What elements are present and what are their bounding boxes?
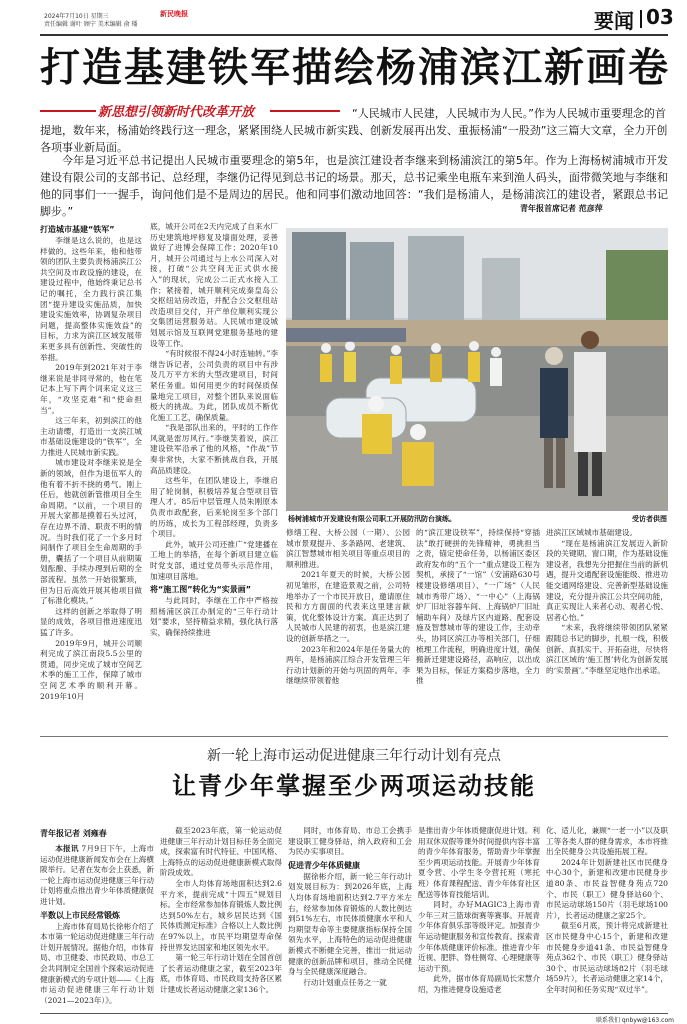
paragraph: 第一轮三年行动计划在全国首创了长者运动健康之家，截至2023年底，市体育局、市民政局支持各区累计建成长者运动健康之家136个。 (160, 953, 282, 994)
masthead-rule (40, 34, 668, 36)
lead-marker: 本报讯 (55, 844, 79, 853)
paragraph: 此外，据市体育局副局长宋慧介绍，为推进健身设施适老 (418, 974, 540, 994)
paragraph: 上海市体育局局长徐彬介绍了本市第一轮运动促进健康三年行动计划开展情况。据他介绍，市体育局、市卫健委、市民政局、市总工会共同制定全国首个探索运动促进健康新模式的专项计划——《上海市运动促进健康三年行动计划（2021—2023年）》。 (40, 921, 154, 1005)
article1-photo (286, 228, 668, 511)
footer-rule (40, 1013, 668, 1014)
paragraph: 的“滨江建设铁军”，持续保持“穿插法”敢打硬拼的先锋精神，勇挑担当之责，锚定使命任务，以杨浦区委区政府发布的“五个一”重点建设工程为契机，承接了“一馆”（安浦路630号楼建设修缮项目）、“一广场”（人民城市秀带广场）、“一中心”（上海锅炉厂旧址容器车间、上海锅炉厂旧址辅助车间）及绿片区内道路、配套设施及智慧城市等的建设工作，主动牵头，协同区滨江办等相关部门，仔细梳理工作流程，明确进度计划，确保搬新迁建建设路径，高响应，以出成果为目标，保证方案稳步落地，全力推 (416, 528, 540, 686)
paragraph: “现在是杨浦滨江发展迈入新阶段的关键期、窗口期，作为基础设施建设者，我想先分把握住当前的新机遇，提升交通配套设施能级、推进功能交通网络建设、完善新型基础设施建设，充分提升滨江公共空间功能，真正实现让人来者心动、观者心悦、居者心怡。” (546, 538, 668, 622)
article1-lead: “人民城市人民建，人民城市为人民。”作为人民城市重要理念的首提地，数年来，杨浦始终践行这一理念，紧紧围绕人民城市新实践、创新发展再出发、重振杨浦“一股劲”这三篇大文章，全力开创各项事业新局面。 (40, 107, 668, 154)
section-name: 要闻 (594, 9, 634, 33)
paragraph: 2021年夏天的时候，大桥公园初见雏形，在建造景观之前，公司特地举办了一个市民开放日，邀请原住民和方方面面的代表来这里建言献策，优化整体设计方案。真正达到了人民城市人民建的初衷，也是滨江建设的创新举措之一。 (286, 570, 410, 643)
newspaper-logo: 新民晚报 (160, 9, 188, 18)
footer-contact: 联系我们 qnbyw@163.com (596, 1017, 674, 1024)
paragraph: 修缮工程、大桥公园（一期）、公园城市景观提升、多条路网、老建筑、滨江智慧城市相关项目等重点项目的顺利推进。 (286, 528, 410, 569)
article2-kicker: 新一轮上海市运动促进健康三年行动计划有亮点 (207, 748, 501, 764)
photo-caption: 杨树浦城市开发建设有限公司职工开展防汛防台演练。 (288, 515, 456, 523)
paragraph: 化、适儿化，兼顾“一老一小”以及职工等各类人群的健身需求，本市将推出全民健身公共设施拓展工程。 (546, 826, 668, 857)
paragraph: 此外，城开公司还推广“党建播在工地上的举措，在每个新项目建立临时党支部，通过党员带头示范作用，加速项目落地。 (150, 539, 278, 581)
article2-col5 (546, 826, 668, 1012)
article1-byline: 青年报首席记者 范彦萍 (520, 204, 603, 213)
paragraph: 这三年来，初到滨江的他主动请缨，打造出一支滨江城市基础设施建设的“铁军”，全力推进人民城市新实践。 (40, 416, 142, 457)
paragraph: 2024年计划新建社区市民健身中心30个，新建和改建市民健身步道80条、市民益智健身苑点720个、市民（职工）健身驿站60个、市民运动球场150片（羽毛球场100片），长者运动健康之家25个。 (546, 857, 668, 920)
paragraph: “我是部队出来的，平时的工作作风就是雷厉风行。”李继笑着说，滨江建设铁军沿承了他的风格，“作战”节奏非常快，大家不断挑战自我，开展高品质建设。 (150, 423, 278, 475)
paragraph: 2019年到2021年对于李继来说是非同寻常的，他在笔记本上写下两个词来定义这三年，“攻坚克难”和“使命担当”。 (40, 363, 142, 415)
article1-headline: 打造基建铁军描绘杨浦滨江新画卷 (40, 45, 670, 91)
page-number: 03 (646, 5, 674, 29)
paragraph: 这些年，在团队建设上，李继启用了轮岗制，积极培养复合型项目管理人才。85后中层管理人员朱刚原本负责市政配套，后来轮岗至多个部门的历练，成长为工程部经理，负责多个项目。 (150, 476, 278, 539)
paragraph: 本报讯 7月9日下午，上海市运动促进健康新闻发布会在上海横陂举行。记者在发布会上获悉，新一轮上海市运动促进健康三年行动计划将重点推出青少年体质健康促进计划。 (40, 844, 154, 906)
masthead (0, 0, 687, 36)
article1-subhead-1: 打造城市基建“铁军” (40, 225, 115, 234)
paragraph: “有时候很不得24小时连轴转。”李继告诉记者，公司负责的项目中有涉及几万平方米的大型改建项目，时间紧任务重。如何用更少的时间保质保量地完工项目，对整个团队来说面临极大的挑战。为此，团队成员不断优化施工工艺，确保质量。 (150, 349, 278, 422)
paragraph: “未来，我将继续带领团队紧紧跟随总书记的脚步，扎根一线，积极创新、真抓实干、开拓奋进，尽快将滨江区域的‘施工图’转化为创新发展的‘实景画’。”李继坚定地作出承诺。 (546, 623, 668, 675)
article1-col1 (40, 222, 142, 730)
paragraph: 2019年9月，城开公司顺利完成了滨江南段5.5公里的贯通，同步完成了城市空间艺术季的施工工作，保障了城市空间艺术季的顺利开幕。2019年10月 (40, 638, 142, 701)
paragraph: 底，城开公司在2天内完成了自来水厂历史建筑地坪修复及墙面处理，妥善做好了进博会保障工作；2020年10月，城开公司通过与上水公司深入对接，打破“公共空间无正式供水接入”的现状，完成公二正式水接入工作；紧接着，城开顺利完成秦皇岛公交枢纽站房改造，并配合公交枢纽站改造项目交付，开产单位顺利实现公交集团运营服务站。人民城市建设城划展示馆及互联网党建服务基地的建设等工作。 (150, 222, 278, 348)
paragraph: 李继是这么说的，也是这样做的。这些年来，他和他带领的团队主要负责杨浦滨江公共空间及市政设施的建设，在建设过程中，他始终秉记总书记的嘱托，全力践行滨江集团“提升建设实施品质，加快建设实施效率，协调复杂项目问题，提高整体实施效益”的目标，力求为滨江区域发展带来更多具有创新性、突破性的举措。 (40, 236, 142, 362)
paragraph: 这样的创新之举取得了明显的成效，各项目推进速度迅猛了许多。 (40, 606, 142, 637)
article-separator (40, 736, 668, 737)
paragraph: 截至6月底，预计将完成新建社区市民健身中心15个，新建和改建市民健身步道41条、市民益智健身苑点362个、市民（职工）健身驿站30个、市民运动球场82片（羽毛球场59片），长者运动健康之家14个，全年时间和任务实现“双过半”。 (546, 921, 668, 994)
article2-col2 (160, 826, 282, 1012)
article1-col3 (286, 528, 410, 730)
article2-headline: 让青少年掌握至少两项运动技能 (172, 772, 536, 800)
editors-line: 责任编辑 谢叶 顾宁 美术编辑 俞 璠 (44, 21, 138, 28)
paragraph: 全市人均体育场地面积达到2.6平方米，提前完成“十四五”规划目标。全市经常参加体育锻炼人数比例达到50%左右，城乡居民达到《国民体质测定标准》合格以上人数比例在97%以上，市民平均期望寿命保持世界发达国家和地区领先水平。 (160, 878, 282, 952)
article2-col1 (40, 826, 154, 1012)
article1-col4 (416, 528, 540, 730)
article1-col2 (150, 222, 278, 730)
paragraph: 同时，市体育局、市总工会携手建设职工健身驿站，纳入政府和工会为民办实事项目。 (288, 826, 412, 857)
article1-kicker: 新思想引领新时代改革开放 (98, 105, 255, 120)
article2-col3 (288, 826, 412, 1012)
paragraph: 截至2023年底，第一轮运动促进健康三年行动计划目标任务全面完成，探索富有时代特征、中国风格、上海特点的运动促进健康新模式取得阶段成效。 (160, 826, 282, 878)
paragraph: 行动计划重点任务之一就 (303, 977, 387, 987)
paragraph: 是推出青少年体质健康促进计划。利用双休双假等课外时间提供内容丰富的青少年体育服务，帮助青少年掌握至少两项运动技能。开展青少年体育夏令营、小学生冬令营托班（寒托班）体育课程配送、青少年体育社区配送等体育技能培训。 (418, 826, 540, 899)
article1-subhead-2: 将“施工图”转化为“实景画” (150, 585, 252, 595)
paragraph: 与此同时，李继在工作中严格按照杨浦区滨江办制定的“三年行动计划”要求，坚持精益求精，强化执行落实，确保持续推进 (150, 596, 278, 637)
paragraph: 2023年和2024年是任务量大的两年，是杨浦滨江综合开发管理三年行动计划新的开始与巩固的两年。李继继续带领着他 (286, 644, 410, 686)
paragraph: 同时，办好MAGIC3上海市青少年三对三篮球街赛等赛事。开展青少年体育俱乐部等级评定。加强青少年运动健康服务和宣传教育。探索青少年体质健康评价标准。推进青少年近视、肥胖、脊柱侧弯、心理健康等运动干预。 (418, 900, 540, 973)
article2-col4 (418, 826, 540, 1012)
paragraph: 据徐彬介绍，新一轮三年行动计划发展目标为：到2026年底，上海人均体育场地面积达到2.7平方米左右，经常参加体育锻炼的人数比例达到51%左右，市民体质健康水平和人均期望寿命等主要健康指标保持全国领先水平，上海特色的运动促进健康新模式不断健全完善，推出一批运动健康的创新品牌和项目，推动全民健身与全民健康深度融合。 (288, 871, 412, 977)
construction-site-photo (286, 228, 668, 511)
photo-credit: 受访者供图 (632, 515, 667, 523)
article2-subhead-1: 半数以上市民经常锻炼 (40, 910, 120, 920)
article2-subhead-2: 促进青少年体质健康 (288, 860, 360, 870)
article1-lead-2: 今年是习近平总书记提出人民城市重要理念的第5年，也是滨江建设者李继来到杨浦滨江的第5年。作为上海杨树浦城市开发建设有限公司的支部书记、总经理，李继仍记得见到总书记的场景。那天，总书记乘坐电瓶车来到渔人码头，面带微笑地与李继和他的同事们一一握手，询问他们是不是周边的居民。他和同事们激动地回答：“我们是杨浦人，是杨浦滨江的建设者，紧跟总书记脚步。” (40, 154, 668, 218)
date-line: 2024年7月10日 星期三 (44, 13, 109, 20)
section-divider (640, 10, 642, 28)
article1-col5 (546, 528, 668, 730)
article2-byline: 青年报记者 刘雍春 (40, 829, 107, 838)
paragraph: 进滨江区域城市基础建设。 (546, 528, 638, 537)
paragraph: 城市建设对李继来说是全新的领域，但作为退伍军人的他有着不折不挠的勇气。刚上任后，他就创新管推项目全生命周期。“以前，一个项目的开展大家都是摸着石头过河，存在边界不清、职责不明的情况。当时我们花了一个多月时间制作了项目全生命周期的手册，囊括了一个项目从前期策划酝酿、手续办理到后期的全部流程。虽然一开始很繁琐，但为日后高效开展其他项目做了标准化模块。” (40, 458, 142, 606)
